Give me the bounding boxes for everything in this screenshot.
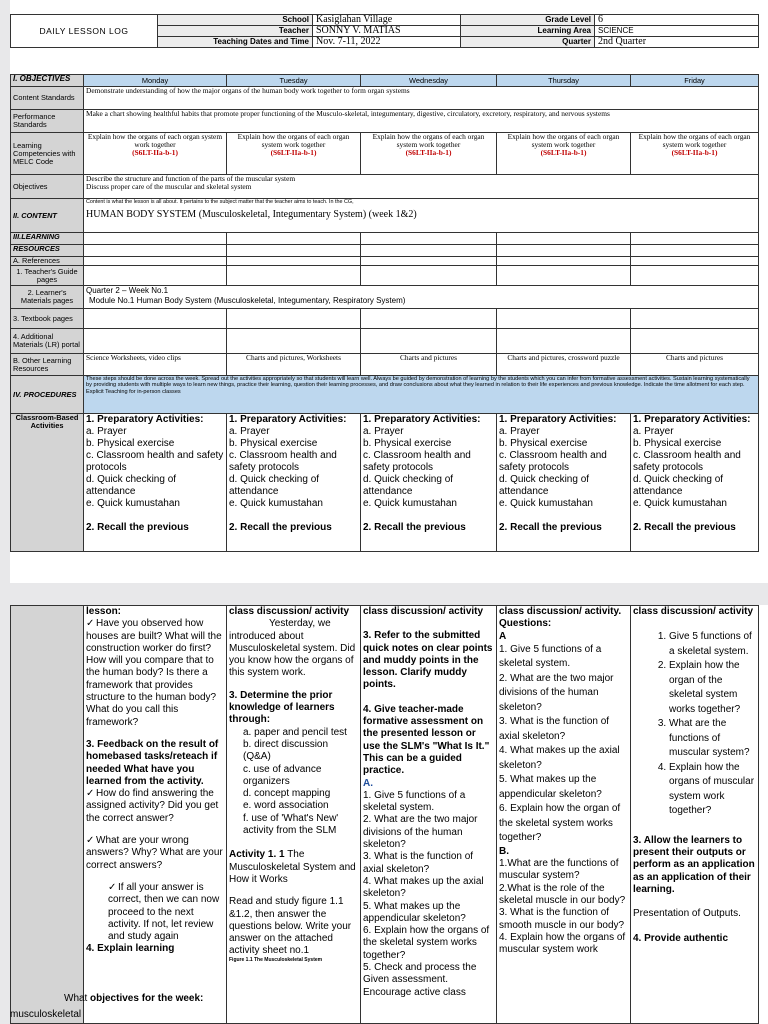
prep-prayer: a. Prayer [86,426,127,437]
tue-item-e: e. word association [243,800,329,812]
prep-attendance: d. Quick checking of attendance [229,474,320,497]
teacher-label: Teacher [158,26,313,37]
competency-wednesday [361,133,497,175]
day-wednesday: Wednesday [361,75,497,87]
performance-standards-label: Performance Standards [11,110,84,133]
day-monday: Monday [84,75,227,87]
prep-exercise: b. Physical exercise [499,438,588,449]
textbook-label: 3. Textbook pages [11,309,84,329]
prep-protocols: c. Classroom health and safety protocols [86,450,224,473]
wed-q1: 1. Give 5 functions of a skeletal system. [363,789,466,814]
continued-tuesday [227,606,361,1024]
tue-item-f: f. use of 'What's New' activity from the SLM [243,812,339,837]
tue-activity-title: Activity 1. 1 [229,849,285,861]
prep-protocols: c. Classroom health and safety protocols [499,450,607,473]
competency-code: (S6LT-IIa-b-1) [671,148,718,157]
thu-b-q2: 2.What is the role of the skeletal muscle in our body? [499,882,626,907]
thu-section-b: B. [499,845,509,857]
tue-item-d: d. concept mapping [243,788,331,800]
learning-heading: III.LEARNING [11,233,84,245]
prep-title: 1. Preparatory Activities: [363,414,481,425]
thu-q6: 6. Explain how the organ of the skeletal system works together? [499,803,621,844]
mon-feedback-heading: 3. Feedback on the result of homebased tasks/reteach if needed What have you learned from the activity. [86,738,219,787]
objective-1: Describe the structure and function of the parts of the muscular system [86,174,296,183]
prep-exercise: b. Physical exercise [363,438,452,449]
fri-presentation: Presentation of Outputs. [633,908,741,920]
prep-protocols: c. Classroom health and safety protocols [229,450,337,473]
learners-module: Module No.1 Human Body System (Musculoskeletal, Integumentary, Respiratory System) [89,296,406,305]
objectives-label: Objectives [11,175,84,199]
learners-materials-label: 2. Learner's Materials pages [11,286,84,309]
check-icon: ✓ [86,618,95,630]
other-resources-wednesday: Charts and pictures [361,354,497,376]
check-icon: ✓ [86,788,95,800]
continued-label-cell [11,606,84,1024]
thu-q5: 5. What makes up the appendicular skeleton? [499,774,602,800]
fri-authentic: 4. Provide authentic [633,932,729,944]
mon-wrong-answers: What are your wrong answers? Why? What are your correct answers? [86,835,223,871]
thu-b-q1: 1.What are the functions of muscular system? [499,858,619,882]
prep-kumustahan: e. Quick kumustahan [229,498,323,509]
wed-q3: 3. What is the function of axial skeleton? [363,851,474,875]
mon-review-note: If all your answer is correct, then we can now proceed to the next activity. If not, let review and study again [108,881,220,943]
wed-section-a: A. [363,777,373,789]
mon-answering-question: How do find answering the assigned activity? Did you get the correct answer? [86,788,219,824]
performance-standards-text: Make a chart showing healthful habits that promote proper functioning of the Musculo-skeletal, integumentary, digestive, circulatory, excretory, respiratory, and nervous systems [84,110,759,133]
competency-tuesday [227,133,361,175]
tue-item-c: c. use of advance organizers [243,763,322,787]
competency-text: Explain how the organs of each organ system work together [638,132,751,149]
continued-wednesday [361,606,497,1024]
competency-text: Explain how the organs of each organ system work together [372,132,485,149]
thu-discussion-heading: class discussion/ activity. [499,606,622,617]
fri-question-list [633,630,756,819]
prep-prayer: a. Prayer [363,426,404,437]
overlay-musculoskeletal: musculoskeletal [10,1009,82,1020]
competency-code: (S6LT-IIa-b-1) [405,148,452,157]
teacher-value: SONNY V. MATIAS [313,26,461,37]
activities-monday [84,414,227,552]
area-value: SCIENCE [595,26,759,37]
activities-tuesday [227,414,361,552]
fri-discussion-heading: class discussion/ activity [633,606,754,617]
thu-b-q3: 3. What is the function of smooth muscle in our body? [499,907,625,931]
school-value: Kasiglahan Village [313,15,461,26]
mon-explain-heading: 4. Explain learning [86,943,175,955]
thu-questions-heading: Questions: [499,618,552,630]
prep-prayer: a. Prayer [499,426,540,437]
prep-title: 1. Preparatory Activities: [229,414,347,425]
fri-q1: 1. Give 5 functions of a skeletal system. [669,630,756,659]
prep-kumustahan: e. Quick kumustahan [499,498,593,509]
activities-thursday [497,414,631,552]
tue-item-b: b. direct discussion (Q&A) [243,738,329,763]
mon-houses-question: Have you observed how houses are built? What will the construction worker do first? How will you compare that to the human body? Is there a framework that provides structure to the human body? What do you call this framework? [86,618,222,728]
tue-figure-caption: Figure 1.1 The Musculoskeletal System [229,956,323,963]
content-heading: II. CONTENT [11,199,84,233]
prep-recall: 2. Recall the previous [499,522,602,533]
references-label: A. References [11,257,84,266]
school-label: School [158,15,313,26]
prep-recall: 2. Recall the previous [633,522,736,533]
prep-title: 1. Preparatory Activities: [633,414,751,425]
competency-friday [631,133,759,175]
content-text: HUMAN BODY SYSTEM (Musculoskeletal, Integumentary System) (week 1&2) [86,209,417,220]
wed-check-process: 5. Check and process the Given assessment. [363,962,477,986]
competency-text: Explain how the organs of each organ system work together [237,132,350,149]
additional-materials-label: 4. Additional Materials (LR) portal [11,329,84,354]
wed-formative-assessment: 4. Give teacher-made formative assessment on the presented lesson or use the SLM's "What Is It." This can be a guided practice. [363,703,490,777]
overlay-what: What [64,993,88,1004]
wed-discussion-heading: class discussion/ activity [363,606,484,617]
competencies-label: Learning Competencies with MELC Code [11,133,84,175]
check-icon: ✓ [86,835,95,847]
thu-q3: 3. What is the function of axial skeleton? [499,716,610,742]
competency-text: Explain how the organs of each organ system work together [507,132,620,149]
prep-title: 1. Preparatory Activities: [499,414,617,425]
teachers-guide-label: 1. Teacher's Guide pages [11,266,84,286]
wed-muddy-points: 3. Refer to the submitted quick notes on clear points and muddy points in the lesson. Clarify muddy points. [363,630,493,691]
thu-section-a: A [499,630,507,642]
objectives-text [84,175,759,199]
lesson-table-continued [10,605,759,1024]
prep-attendance: d. Quick checking of attendance [363,474,454,497]
thu-b-q4: 4. Explain how the organs of muscular system work [499,931,626,956]
check-icon: ✓ [108,881,117,893]
tue-discussion-heading: class discussion/ activity [229,606,350,617]
wed-q6: 6. Explain how the organs of the skeletal system works together? [363,925,490,961]
prep-title: 1. Preparatory Activities: [86,414,204,425]
thu-q2: 2. What are the two major divisions of the human skeleton? [499,672,614,713]
procedures-note: These steps should be done across the week. Spread out the activities appropriately so that students will learn well. Always be guided by demonstration of learning by the students which you can infer from formative assessment activities. Sustain learning systematically by providing students with multiple ways to learn new things, practice their learning, question their learning processes, and draw conclusions about what they learned in relation to their life experiences and previous knowledge. Indicate the time allotment for each step. Explicit Teaching for in-person classes [84,376,759,414]
content-cell [84,199,759,233]
resources-heading: RESOURCES [11,245,84,257]
overlay-objectives: objectives for the week: [90,993,204,1004]
header-table [10,14,759,48]
tue-prior-knowledge-heading: 3. Determine the prior knowledge of learners through: [229,689,335,726]
prep-kumustahan: e. Quick kumustahan [363,498,457,509]
other-resources-tuesday: Charts and pictures, Worksheets [227,354,361,376]
prep-exercise: b. Physical exercise [86,438,175,449]
day-thursday: Thursday [497,75,631,87]
continued-thursday [497,606,631,1024]
learners-quarter: Quarter 2 – Week No.1 [86,286,169,295]
competency-code: (S6LT-IIa-b-1) [270,148,317,157]
prep-prayer: a. Prayer [633,426,674,437]
other-resources-label: B. Other Learning Resources [11,354,84,376]
wed-q2: 2. What are the two major divisions of the human skeleton? [363,814,478,851]
classroom-activities-label: Classroom-Based Activities [11,414,84,552]
tue-activity-subtitle: The Musculoskeletal System and How it Works [229,849,356,885]
dates-label: Teaching Dates and Time [158,37,313,48]
tue-activity-instructions: Read and study figure 1.1 &1.2, then answer the questions below. Write your answer on the attached activity sheet no.1 [229,896,352,957]
continued-monday [84,606,227,1024]
area-label: Learning Area [461,26,595,37]
prep-kumustahan: e. Quick kumustahan [86,498,180,509]
fri-q3: 3. What are the functions of muscular system? [669,717,756,761]
lesson-log-page-1 [10,0,768,583]
content-standards-label: Content Standards [11,87,84,110]
competency-monday [84,133,227,175]
prep-attendance: d. Quick checking of attendance [633,474,724,497]
activities-wednesday [361,414,497,552]
tue-intro-text: Yesterday, we introduced about Musculoskeletal system. Did you know how the organs of this system work. [229,618,356,679]
prep-recall: 2. Recall the previous [86,522,189,533]
other-resources-thursday: Charts and pictures, crossword puzzle [497,354,631,376]
prep-attendance: d. Quick checking of attendance [499,474,590,497]
prep-protocols: c. Classroom health and safety protocols [633,450,741,473]
day-friday: Friday [631,75,759,87]
wed-q4: 4. What makes up the axial skeleton? [363,875,484,900]
lesson-table [10,74,759,552]
activities-friday [631,414,759,552]
thu-q1: 1. Give 5 functions of a skeletal system. [499,643,602,670]
thu-q4: 4. What makes up the axial skeleton? [499,745,620,771]
learners-materials-text [84,286,759,309]
competency-thursday [497,133,631,175]
prep-recall: 2. Recall the previous [363,522,466,533]
grade-value: 6 [595,15,759,26]
content-note: Content is what the lesson is all about. It pertains to the subject matter that the teacher aims to teach. In the CG, [86,199,354,205]
prep-exercise: b. Physical exercise [229,438,318,449]
prep-protocols: c. Classroom health and safety protocols [363,450,471,473]
objectives-heading: I. OBJECTIVES [11,75,84,87]
tue-item-a: a. paper and pencil test [243,726,347,738]
prep-recall: 2. Recall the previous [229,522,332,533]
day-tuesday: Tuesday [227,75,361,87]
document-title: DAILY LESSON LOG [11,15,158,48]
fri-present-outputs: 3. Allow the learners to present their outputs or perform as an application as an application of their learning. [633,834,755,895]
competency-code: (S6LT-IIa-b-1) [132,148,178,157]
quarter-value: 2nd Quarter [595,37,759,48]
other-resources-friday: Charts and pictures [631,354,759,376]
continued-friday [631,606,759,1024]
fri-q2: 2. Explain how the organ of the skeletal system works together? [669,659,756,717]
other-resources-monday: Science Worksheets, video clips [84,354,227,376]
prep-attendance: d. Quick checking of attendance [86,474,177,497]
content-standards-text: Demonstrate understanding of how the major organs of the human body work together to form organ systems [84,87,759,110]
objective-2: Discuss proper care of the muscular and skeletal system [86,182,252,191]
wed-q5: 5. What makes up the appendicular skeleton? [363,900,466,924]
mon-lesson-heading: lesson: [86,606,122,617]
quarter-label: Quarter [461,37,595,48]
prep-exercise: b. Physical exercise [633,438,722,449]
fri-q4: 4. Explain how the organs of muscular system work together? [669,761,756,819]
procedures-heading: IV. PROCEDURES [11,376,84,414]
competency-code: (S6LT-IIa-b-1) [540,148,587,157]
lesson-log-page-2 [10,605,768,1024]
grade-label: Grade Level [461,15,595,26]
dates-value: Nov. 7-11, 2022 [313,37,461,48]
wed-encourage: Encourage active class [363,986,466,998]
prep-prayer: a. Prayer [229,426,270,437]
prep-kumustahan: e. Quick kumustahan [633,498,727,509]
competency-text: Explain how the organs of each organ system work together [87,132,223,149]
